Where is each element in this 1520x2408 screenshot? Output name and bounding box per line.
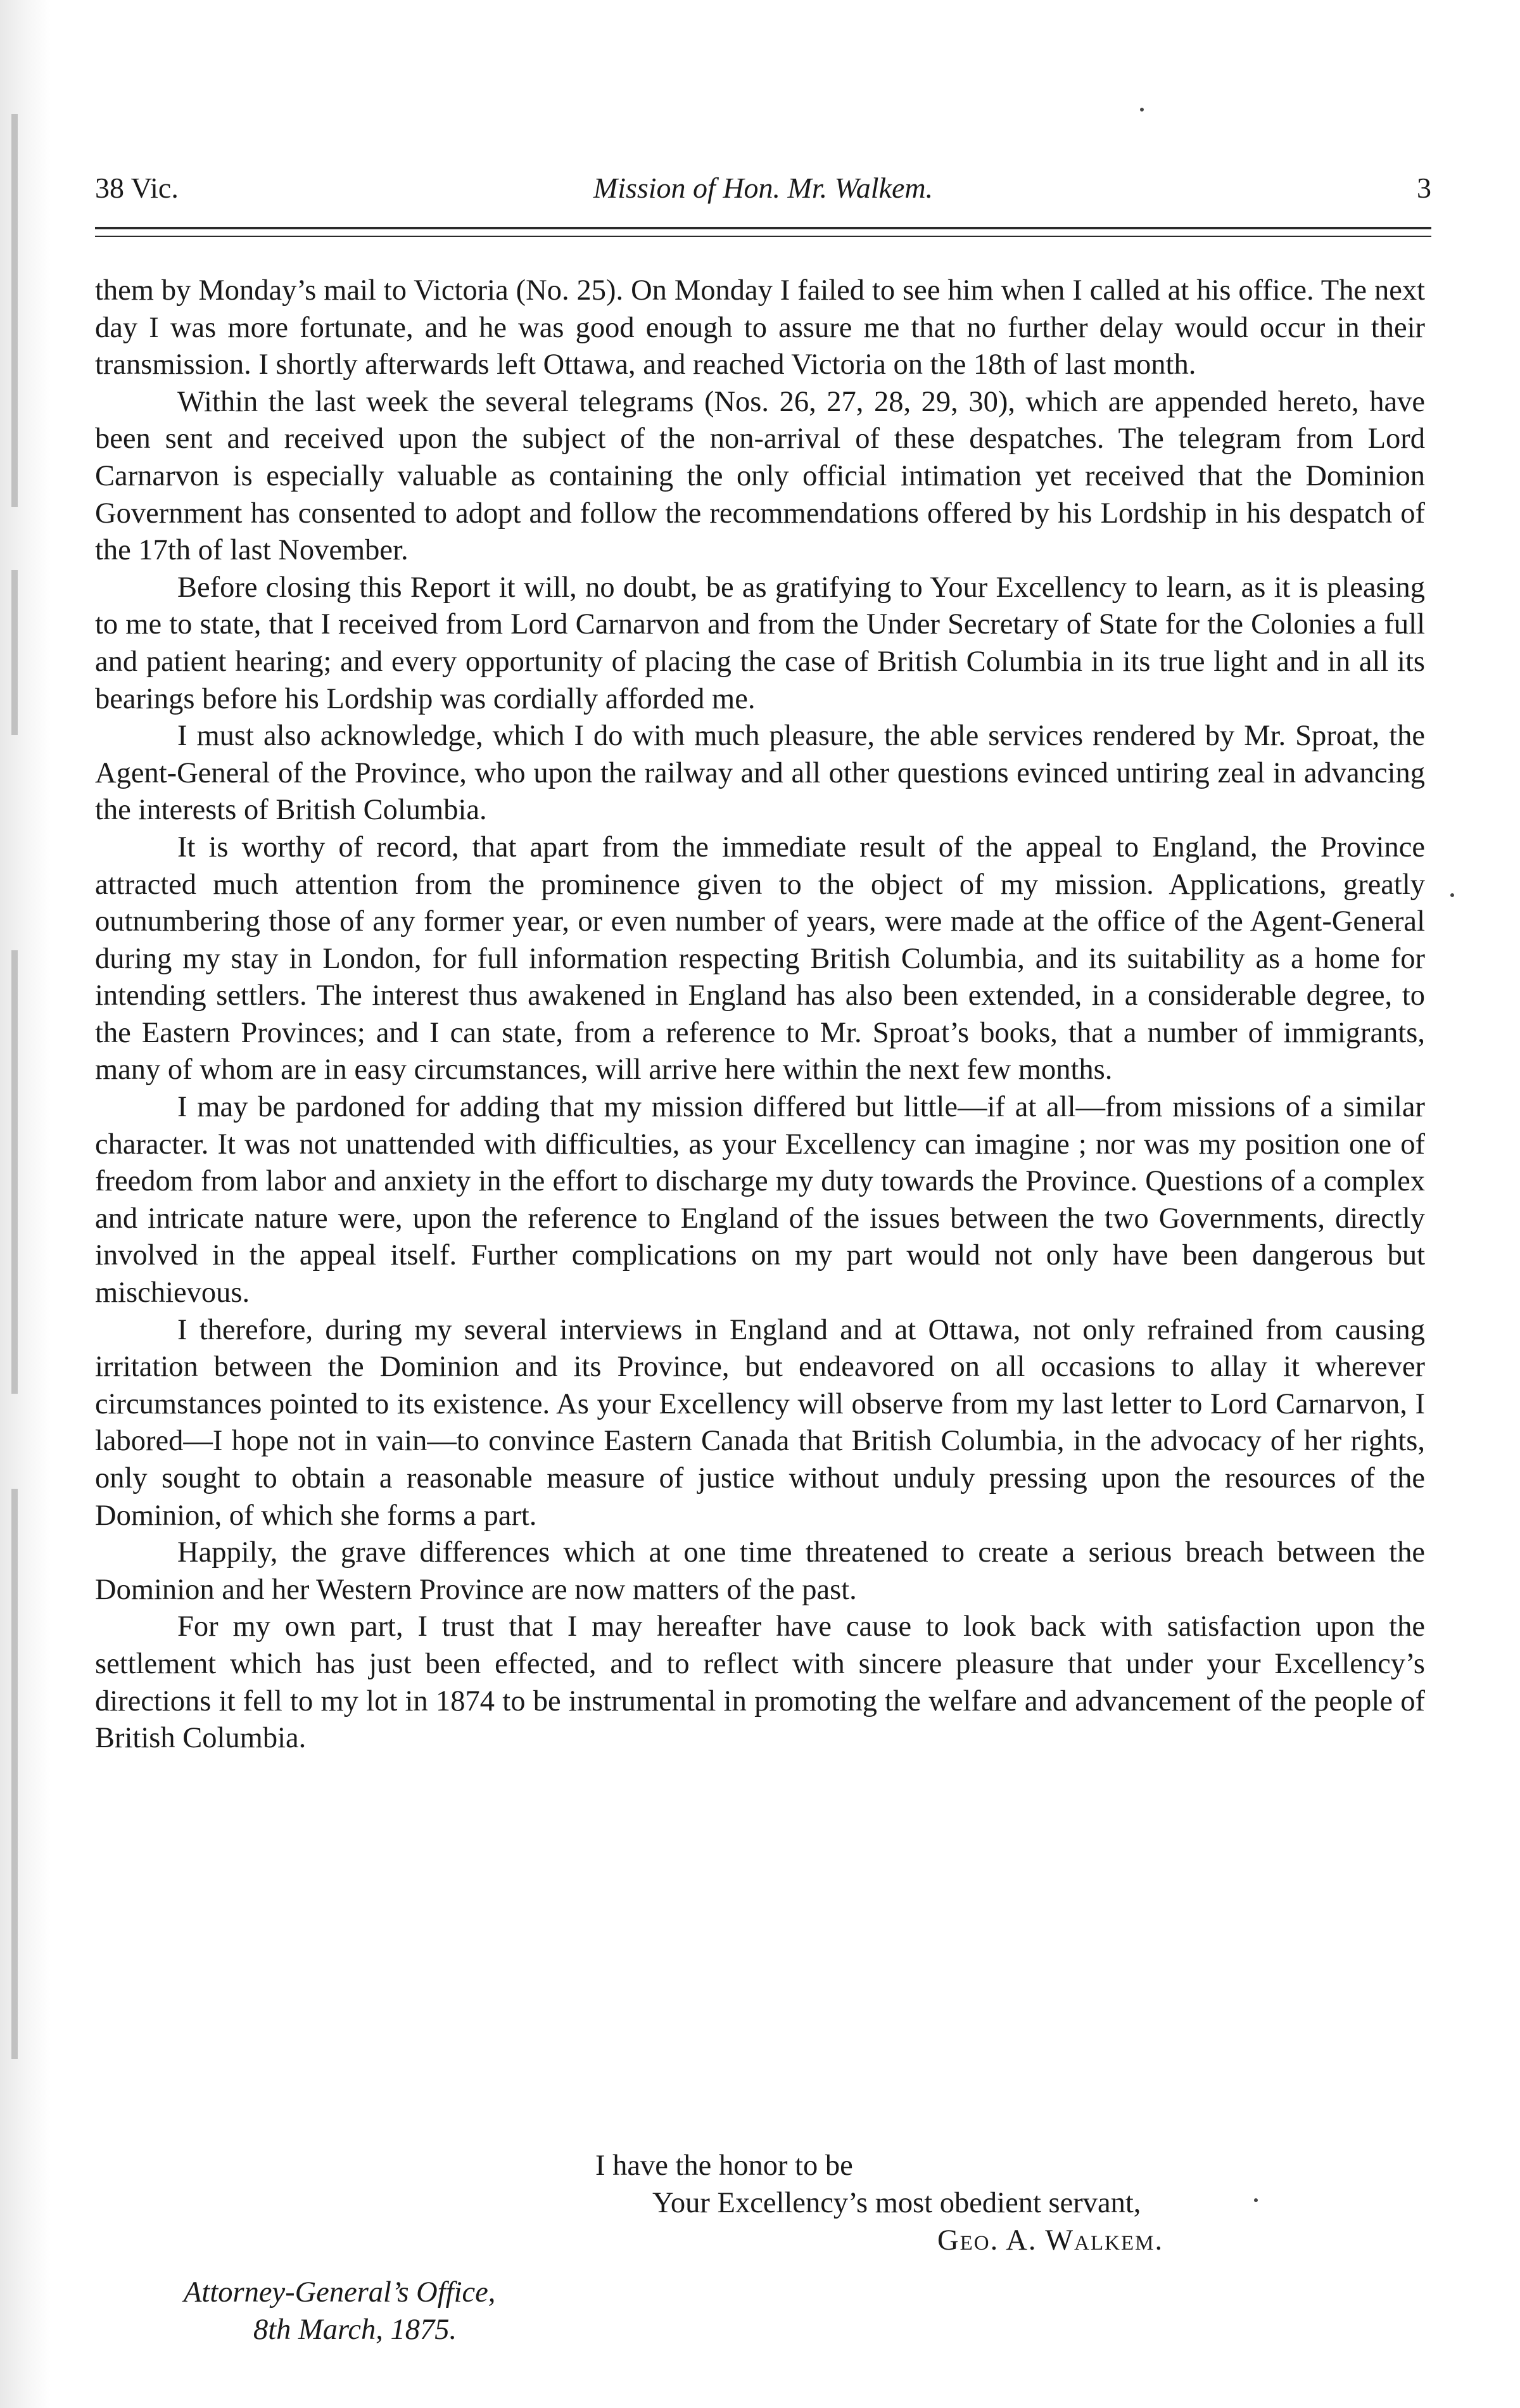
paragraph-2: Within the last week the several telegrams (Nos. 26, 27, 28, 29, 30), which are appended hereto, have been sent and received upon the subject of the non-arrival of these despatches. The telegram from Lord Carnarvon is especially valuable as containing the only official intimation yet received that the Dominion Government has consented to adopt and follow the recommendations offered by his Lordship in his despatch of the 17th of last November.: [95, 385, 1425, 567]
dateline-date: 8th March, 1875.: [253, 2313, 457, 2346]
closing-honor-line: I have the honor to be: [595, 2150, 853, 2182]
paragraph-4: I must also acknowledge, which I do with much pleasure, the able services rendered by Mr. Sproat, the Agent-General of the Province, who upon the railway and all other questions evinced untiring zeal in advancing the interests of British Columbia.: [95, 720, 1425, 827]
paragraph-5: It is worthy of record, that apart from the immediate result of the appeal to England, the Province attracted much attention from the prominence given to the object of my mission. Applications, greatly outnumbering those of any former year, or even number of years, were made at the office of the Agent-General during my stay in London, for full information respecting British Columbia, and its suitability as a home for intending settlers. The interest thus awakened in England has also been extended, in a considerable degree, to the Eastern Provinces; and I can state, from a reference to Mr. Sproat’s books, that a number of immigrants, many of whom are in easy circumstances, will arrive here within the next few months.: [95, 831, 1425, 1086]
print-speck: [1254, 2198, 1258, 2202]
paragraph-9: For my own part, I trust that I may hereafter have cause to look back with satisfaction upon the settlement which has just been effected, and to reflect with sincere pleasure that under your Excellency’s directions it fell to my lot in 1874 to be instrumental in promoting the welfare and advancement of the people of British Columbia.: [95, 1610, 1425, 1755]
paragraph-1: them by Monday’s mail to Victoria (No. 25). On Monday I failed to see him when I called at his office. The next day I was more fortunate, and he was good enough to assure me that no further delay would occur in their transmission. I shortly afterwards left Ottawa, and reached Victoria on the 18th of last month.: [95, 274, 1425, 381]
closing-servant-line: Your Excellency’s most obedient servant,: [652, 2187, 1141, 2219]
page-number: 3: [1417, 172, 1431, 204]
header-rule-thick: [95, 227, 1431, 229]
paragraph-3: Before closing this Report it will, no doubt, be as gratifying to Your Excellency to learn, as it is pleasing to me to state, that I received from Lord Carnarvon and from the Under Secretary of State for the Colonies a full and patient hearing; and every opportunity of placing the case of British Columbia in its true light and in all its bearings before his Lordship was cordially afforded me.: [95, 571, 1425, 715]
dateline: [184, 2274, 495, 2348]
session-label: 38 Vic.: [95, 172, 179, 204]
paragraph-6: I may be pardoned for adding that my mission differed but little—if at all—from missions of a similar character. It was not unattended with difficulties, as your Excellency can imagine ; nor was my position one of freedom from labor and anxiety in the effort to discharge my duty towards the Province. Questions of a complex and intricate nature were, upon the reference to England of the issues between the two Governments, directly involved in the appeal itself. Further complications on my part would not only have been dangerous but mischievous.: [95, 1091, 1425, 1309]
running-head: [95, 166, 1431, 210]
running-title: Mission of Hon. Mr. Walkem.: [593, 172, 934, 204]
paragraph-8: Happily, the grave differences which at one time threatened to create a serious breach between the Dominion and her Western Province are now matters of the past.: [95, 1536, 1425, 1606]
header-rule-thin: [95, 236, 1431, 237]
paragraph-7: I therefore, during my several interviews in England and at Ottawa, not only refrained from causing irritation between the Dominion and its Province, but endeavored on all occasions to allay it wherever circumstances pointed to its existence. As your Excellency will observe from my last letter to Lord Carnarvon, I labored—I hope not in vain—to convince Eastern Canada that British Columbia, in the advocacy of her rights, only sought to obtain a reasonable measure of justice without unduly pressing upon the resources of the Dominion, of which she forms a part.: [95, 1313, 1425, 1532]
report-body: [95, 272, 1425, 1757]
signature: Geo. A. Walkem.: [937, 2224, 1164, 2257]
print-speck: [1140, 108, 1144, 111]
dateline-office: Attorney-General’s Office,: [184, 2276, 496, 2309]
print-speck: [1450, 893, 1454, 897]
page-binding-shadow: [0, 0, 51, 2408]
